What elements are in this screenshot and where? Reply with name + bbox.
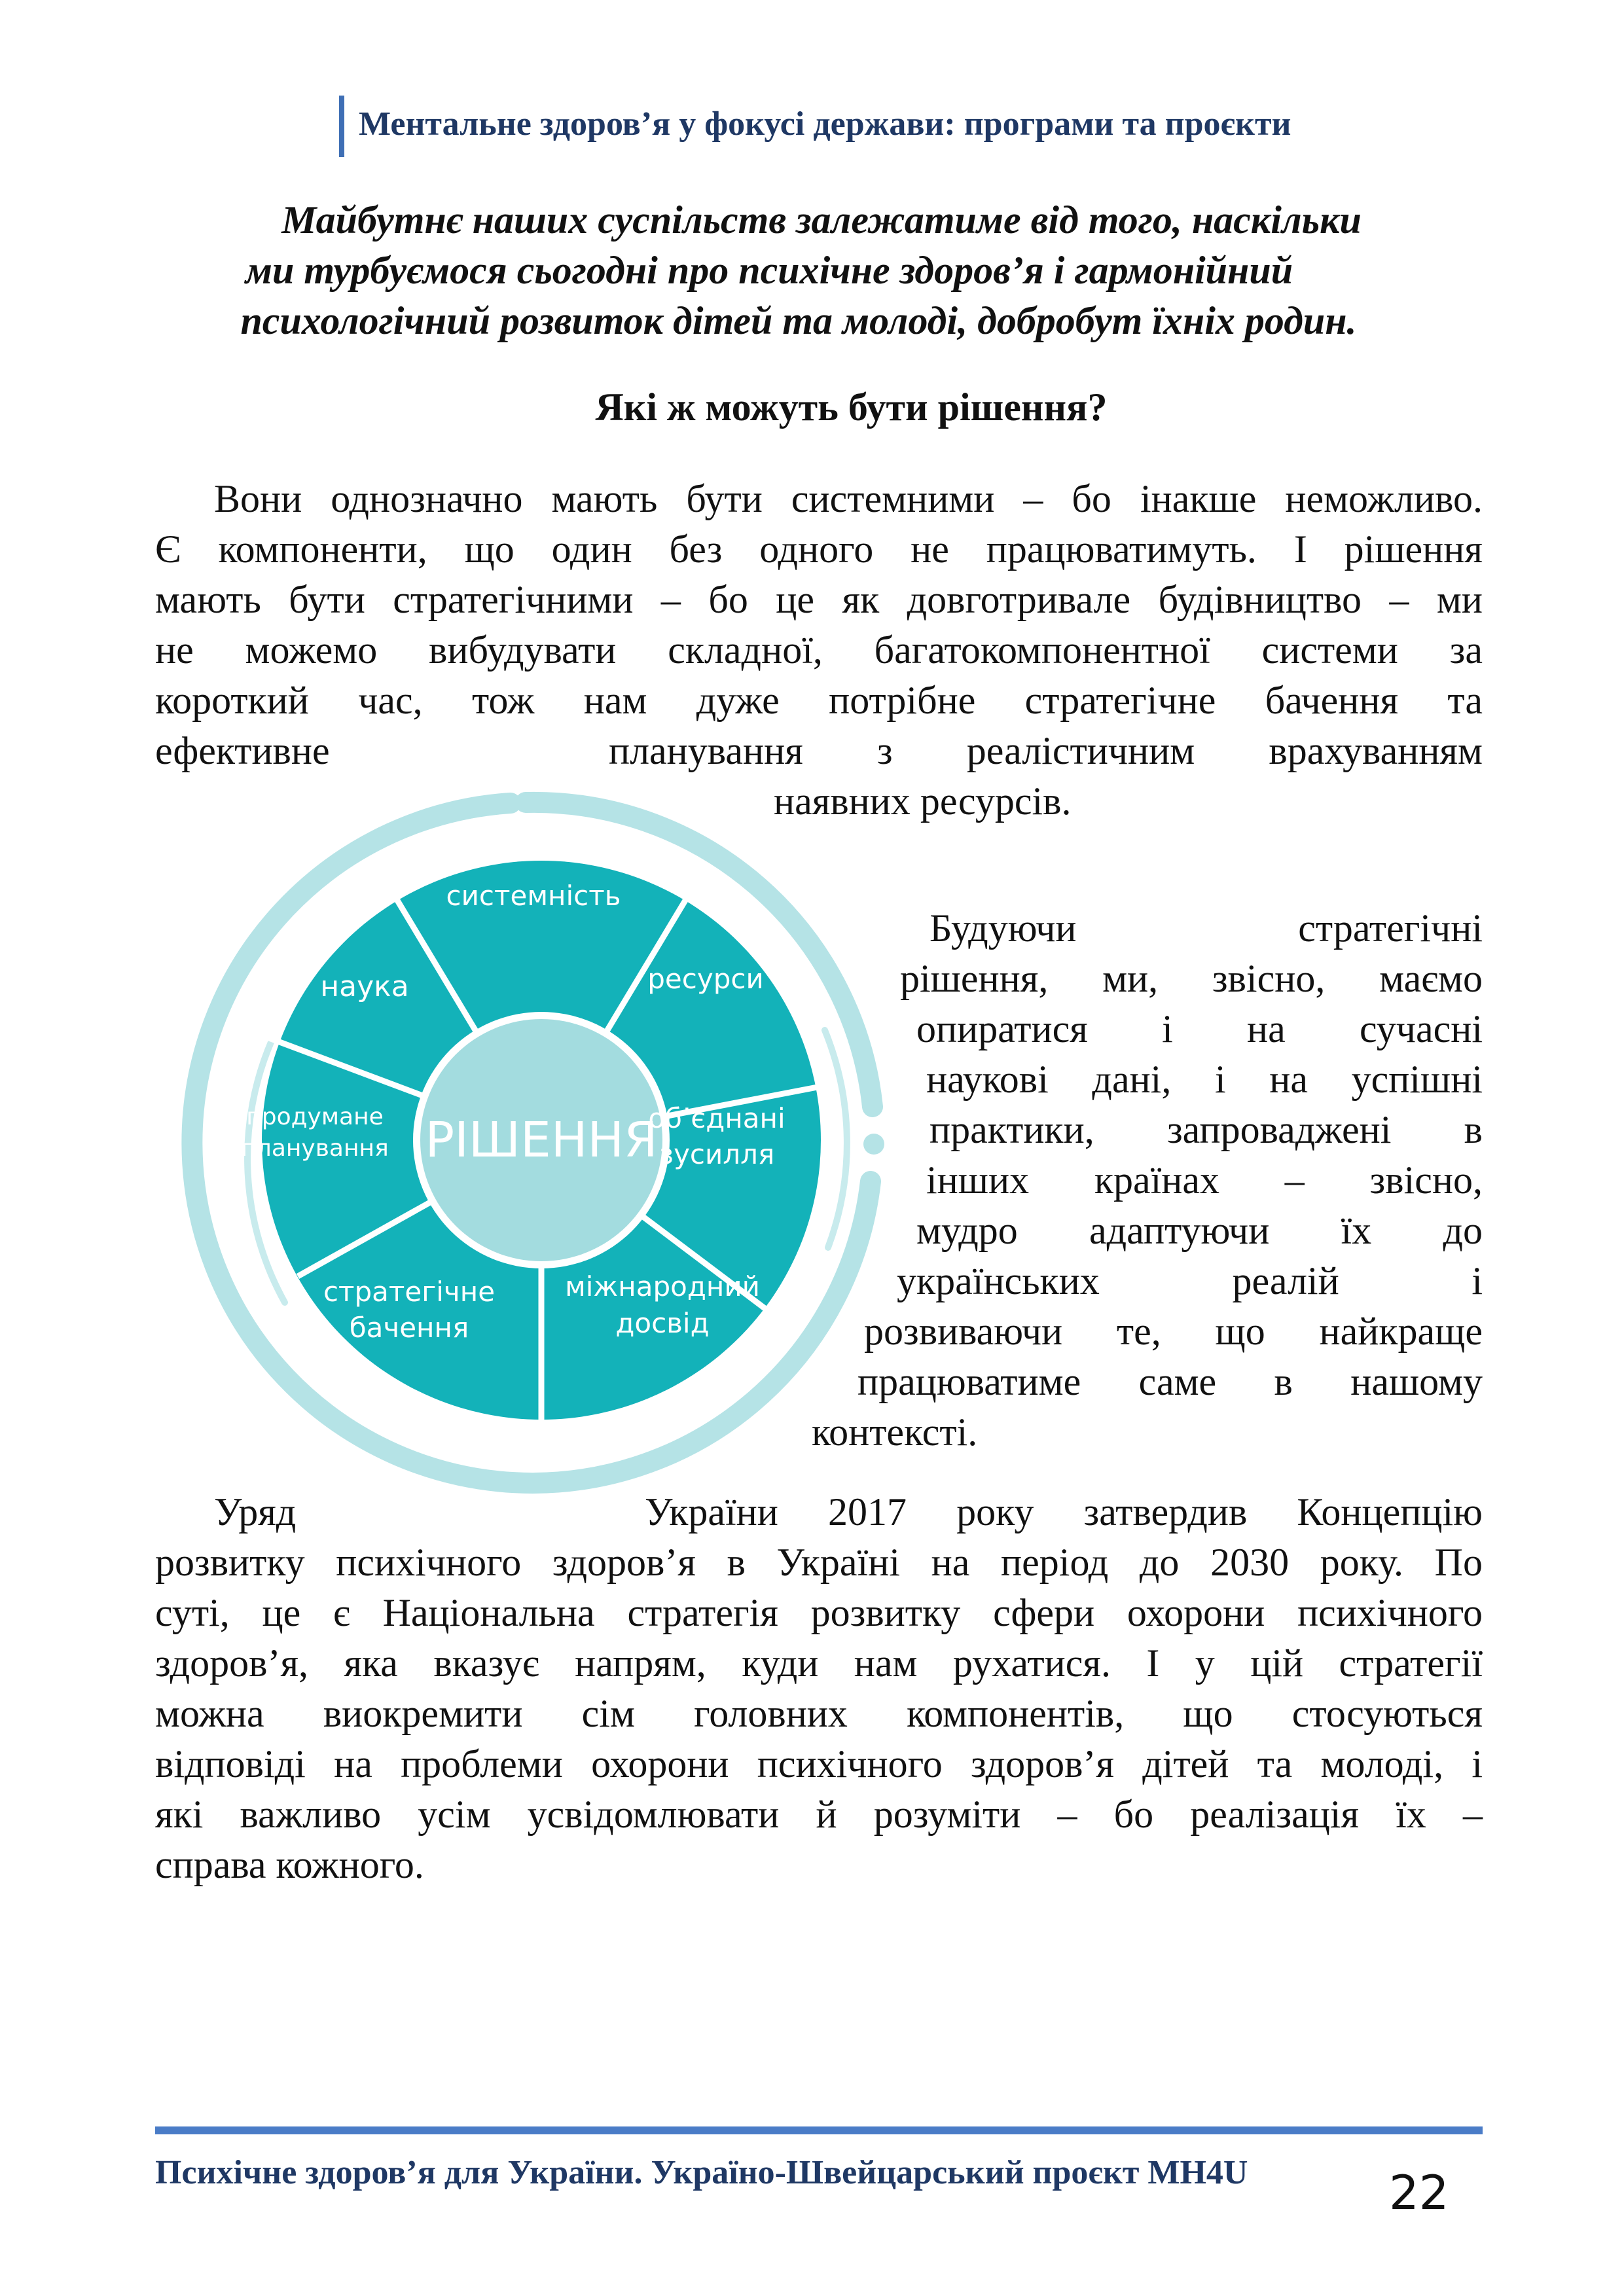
text-line: мудро адаптуючи їх до <box>916 1209 1483 1252</box>
text-line: суті, це є Національна стратегія розвитку сфери охорони психічного <box>155 1591 1483 1634</box>
epigraph-quote <box>157 195 1466 346</box>
text-line <box>155 1487 1483 1537</box>
footer-title: Психічне здоров’я для України. Україно-Швейцарський проєкт MH4U <box>155 2154 1248 2191</box>
text-word: стратегічні <box>1298 906 1483 950</box>
segment-label-produmane: планування <box>241 1135 389 1162</box>
text-fragment: України 2017 року затвердив Концепцію <box>645 1490 1483 1534</box>
text-line: рішення, ми, звісно, маємо <box>900 957 1483 1000</box>
quote-line: психологічний розвиток дітей та молоді, добробут їхніх родин. <box>240 299 1357 342</box>
text-line: працюватиме саме в нашому <box>857 1360 1483 1403</box>
text-fragment: планування з реалістичним врахуванням <box>609 729 1483 772</box>
paragraph-2 <box>155 1487 1483 1890</box>
text-word: реалій <box>1232 1259 1339 1302</box>
segment-label-systemnist: системність <box>446 880 621 912</box>
segment-label-stratehichne: стратегічне <box>323 1276 496 1308</box>
text-line: короткий час, тож нам дуже потрібне стратегічне бачення та <box>155 679 1483 722</box>
text-word: і <box>1471 1259 1483 1302</box>
text-line: розвиваючи те, що найкраще <box>864 1310 1483 1353</box>
text-line: наукові дані, і на успішні <box>926 1058 1483 1101</box>
center-label: РІШЕННЯ <box>425 1112 658 1168</box>
quote-line: Майбутнє наших суспільств залежатиме від того, наскільки <box>281 198 1362 242</box>
segment-label-resursy: ресурси <box>647 963 764 995</box>
segment-label-mizhnarodnyi: міжнародний <box>565 1270 760 1302</box>
text-line <box>929 903 1483 954</box>
running-header: Ментальне здоров’я у фокусі держави: програми та проєкти <box>359 105 1291 143</box>
segment-label-produmane: продумане <box>246 1103 384 1130</box>
side-paragraph <box>799 903 1483 1458</box>
text-line: Вони однозначно мають бути системними – бо інакше неможливо. <box>214 477 1483 520</box>
footer-rule <box>155 2126 1483 2134</box>
text-line <box>897 1256 1483 1306</box>
text-line: контексті. <box>812 1410 978 1454</box>
segment-label-obiednani: об’єднані <box>648 1102 785 1134</box>
text-line: практики, запроваджені в <box>929 1108 1483 1151</box>
text-word: українських <box>897 1259 1100 1302</box>
text-word: Будуючи <box>929 906 1077 950</box>
text-line: наявних ресурсів. <box>774 780 1072 823</box>
text-line: мають бути стратегічними – бо це як довготривале будівництво – ми <box>155 578 1483 621</box>
text-word: Уряд <box>214 1490 297 1534</box>
segment-label-mizhnarodnyi: досвід <box>615 1307 710 1339</box>
text-line: Є компоненти, що один без одного не працюватимуть. І рішення <box>155 528 1483 571</box>
text-line: справа кожного. <box>155 1843 424 1886</box>
text-line: опиратися і на сучасні <box>916 1007 1483 1050</box>
section-question: Які ж можуть бути рішення? <box>595 386 1108 429</box>
header-accent-bar <box>339 96 344 157</box>
text-line: відповіді на проблеми охорони психічного здоров’я дітей та молоді, і <box>155 1742 1483 1785</box>
segment-label-stratehichne: бачення <box>349 1312 469 1344</box>
text-line: здоров’я, яка вказує напрям, куди нам рухатися. І у цій стратегії <box>155 1641 1483 1685</box>
quote-line: ми турбуємося сьогодні про психічне здоров’я і гармонійний <box>245 249 1293 292</box>
text-line: можна виокремити сім головних компонентів, що стосуються <box>155 1692 1483 1735</box>
text-word: ефективне <box>155 729 330 772</box>
text-line: не можемо вибудувати складної, багатокомпонентної системи за <box>155 628 1483 672</box>
segment-label-nauka: наука <box>320 970 409 1003</box>
text-line: інших країнах – звісно, <box>926 1158 1483 1202</box>
text-line: розвитку психічного здоров’я в Україні на період до 2030 року. По <box>155 1541 1483 1584</box>
page-number: 22 <box>1389 2165 1449 2220</box>
text-line: які важливо усім усвідомлювати й розуміти – бо реалізація їх – <box>155 1793 1483 1836</box>
segment-label-obiednani: зусилля <box>659 1138 775 1170</box>
